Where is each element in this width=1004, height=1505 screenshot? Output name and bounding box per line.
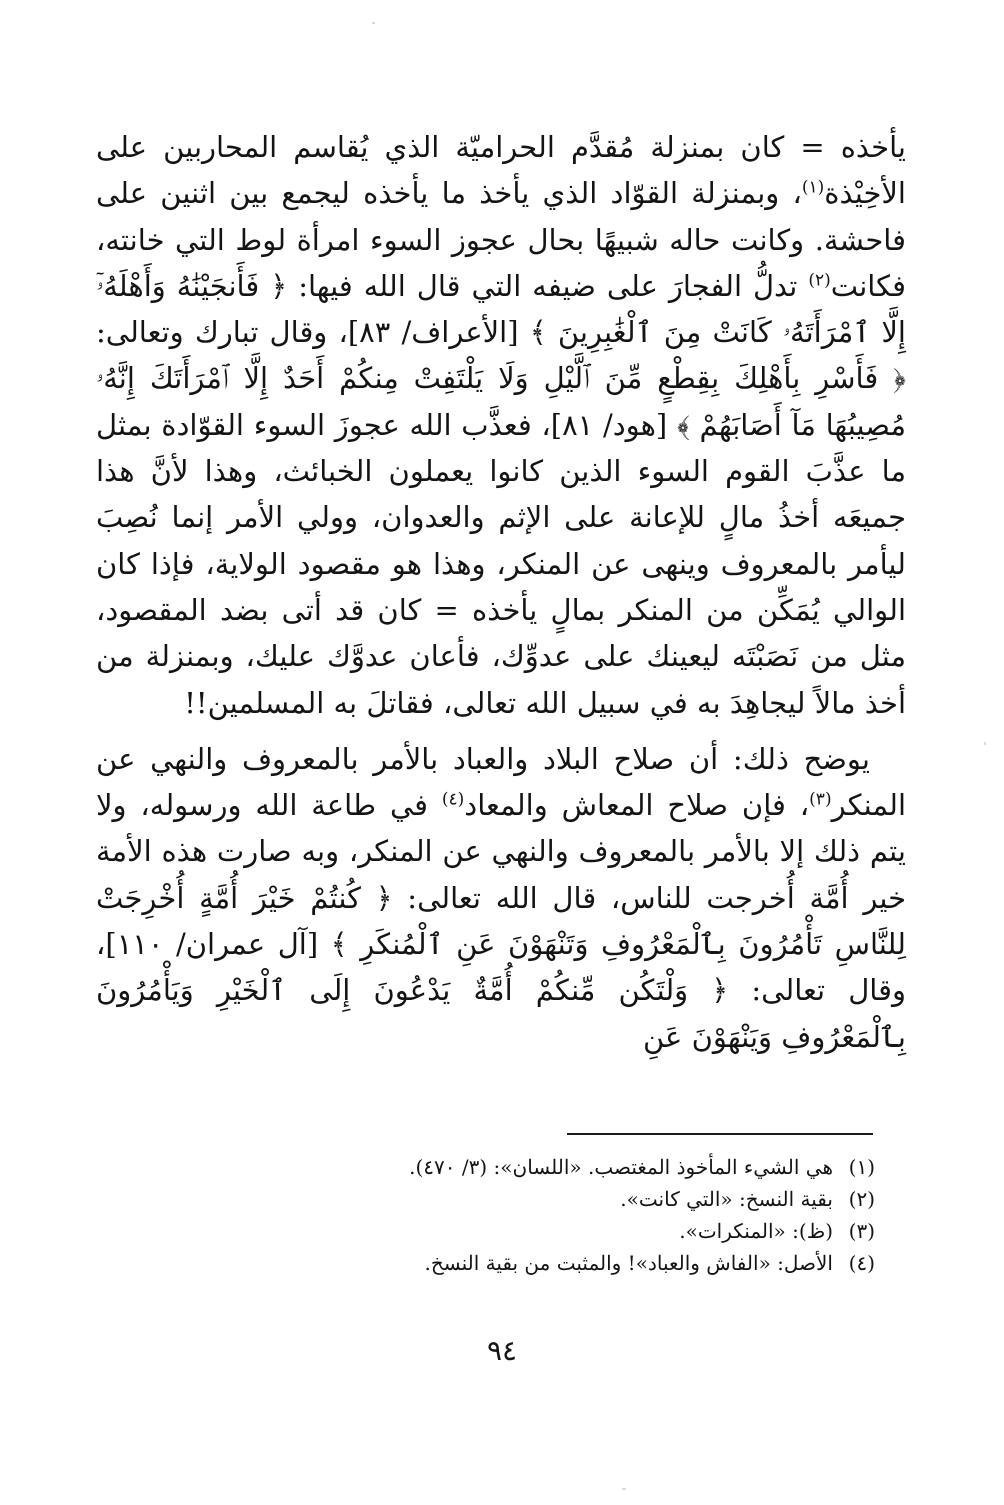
footnote-text: (ظ): «المنكرات». [679,1219,833,1243]
scan-dot [372,22,375,24]
scan-dot [622,1488,626,1490]
paragraph-2-text-a: يوضح ذلك: أن صلاح البلاد والعباد بالأمر بالمعروف والنهي عن المنكر [96,741,907,823]
footnote-text: الأصل: «الفاش والعباد»! والمثبت من بقية النسخ. [424,1251,833,1275]
paragraph-1-text-a: يأخذه = كان بمنزلة مُقدَّم الحراميّة الذي يُقاسم المحاربين على الأخِيْذة [96,130,906,211]
footnote-ref-1: (١) [801,177,825,198]
footnote-number: (٤) [848,1251,875,1275]
footnote-ref-4: (٤) [441,789,465,810]
footnote-number: (١) [848,1155,875,1179]
paragraph-2 [96,736,906,1060]
footnote-ref-3: (٣) [809,789,832,810]
paragraph-2-text-c: في طاعة الله ورسوله، ولا يتم ذلك إلا بالأمر بالمعروف والنهي عن المنكر، وبه صارت هذه الأمة خير أُمَّة أُخرجت للناس، قال الله تعالى: ﴿ كُنتُمْ خَيْرَ أُمَّةٍ أُخْرِجَتْ لِلنَّاسِ تَأْمُرُونَ بِٱلْمَعْرُوفِ وَتَنْهَوْنَ عَنِ ٱلْمُنكَرِ ﴾ [آل عمران/ ١١٠]، وقال تعالى: ﴿ وَلْتَكُن مِّنكُمْ أُمَّةٌ يَدْعُونَ إِلَى ٱلْخَيْرِ وَيَأْمُرُونَ بِٱلْمَعْرُوفِ وَيَنْهَوْنَ عَنِ [96,788,906,1054]
paragraph-1 [96,124,906,726]
footnote-number: (٢) [848,1187,875,1211]
footnote-item [315,1247,875,1279]
footnote-item [315,1183,875,1215]
paragraph-2-text-b: ، فإن صلاح المعاش والمعاد [464,788,810,823]
main-text [96,124,906,1060]
paragraph-1-text-c: تدلُّ الفجارَ على ضيفه التي قال الله فيها: ﴿ فَأَنجَيْنَٰهُ وَأَهْلَهُۥٓ إِلَّا ٱمْرَأَتَهُۥ كَانَتْ مِنَ ٱلْغَٰبِرِينَ ﴾ [الأعراف/ ٨٣]، وقال تبارك وتعالى: ﴿ فَأَسْرِ بِأَهْلِكَ بِقِطْعٍ مِّنَ ٱلَّيْلِ وَلَا يَلْتَفِتْ مِنكُمْ أَحَدٌ إِلَّا ٱمْرَأَتَكَ إِنَّهُۥ مُصِيبُهَا مَآ أَصَابَهُمْ ﴾ [هود/ ٨١]، فعذَّب الله عجوزَ السوء القوّادة بمثل ما عذَّبَ القوم السوء الذين كانوا يعملون الخبائث، وهذا لأنَّ هذا جميعَه أخذُ مالٍ للإعانة على الإثم والعدوان، وولي الأمر إنما نُصِبَ ليأمر بالمعروف وينهى عن المنكر، وهذا هو مقصود الولاية، فإذا كان الوالي يُمَكِّن من المنكر بمالٍ يأخذه = كان قد أتى بضد المقصود، مثل من نَصَبْتَه ليعينك على عدوِّك، فأعان عدوَّك عليك، وبمنزلة من أخذ مالاً ليجاهِدَ به في سبيل الله تعالى، فقاتلَ به المسلمين!! [96,268,906,720]
footnote-divider [567,1133,873,1135]
scan-dot [984,742,986,745]
footnote-number: (٣) [848,1219,875,1243]
footnote-item [315,1151,875,1183]
footnote-text: هي الشيء المأخوذ المغتصب. «اللسان»: (٣/ ٤٧٠). [409,1155,833,1179]
footnote-item [315,1215,875,1247]
footnote-ref-2: (٢) [808,270,831,291]
footnote-text: بقية النسخ: «التي كانت». [620,1187,833,1211]
footnotes [315,1151,875,1279]
paragraph-1-text-b: ، وبمنزلة القوّاد الذي يأخذ ما يأخذه ليجمع بين اثنين على فاحشة. وكانت حاله شبيهًا بحال عجوز السوء امرأة لوط التي خانته، فكانت [96,176,906,303]
page-number: ٩٤ [486,1334,518,1367]
